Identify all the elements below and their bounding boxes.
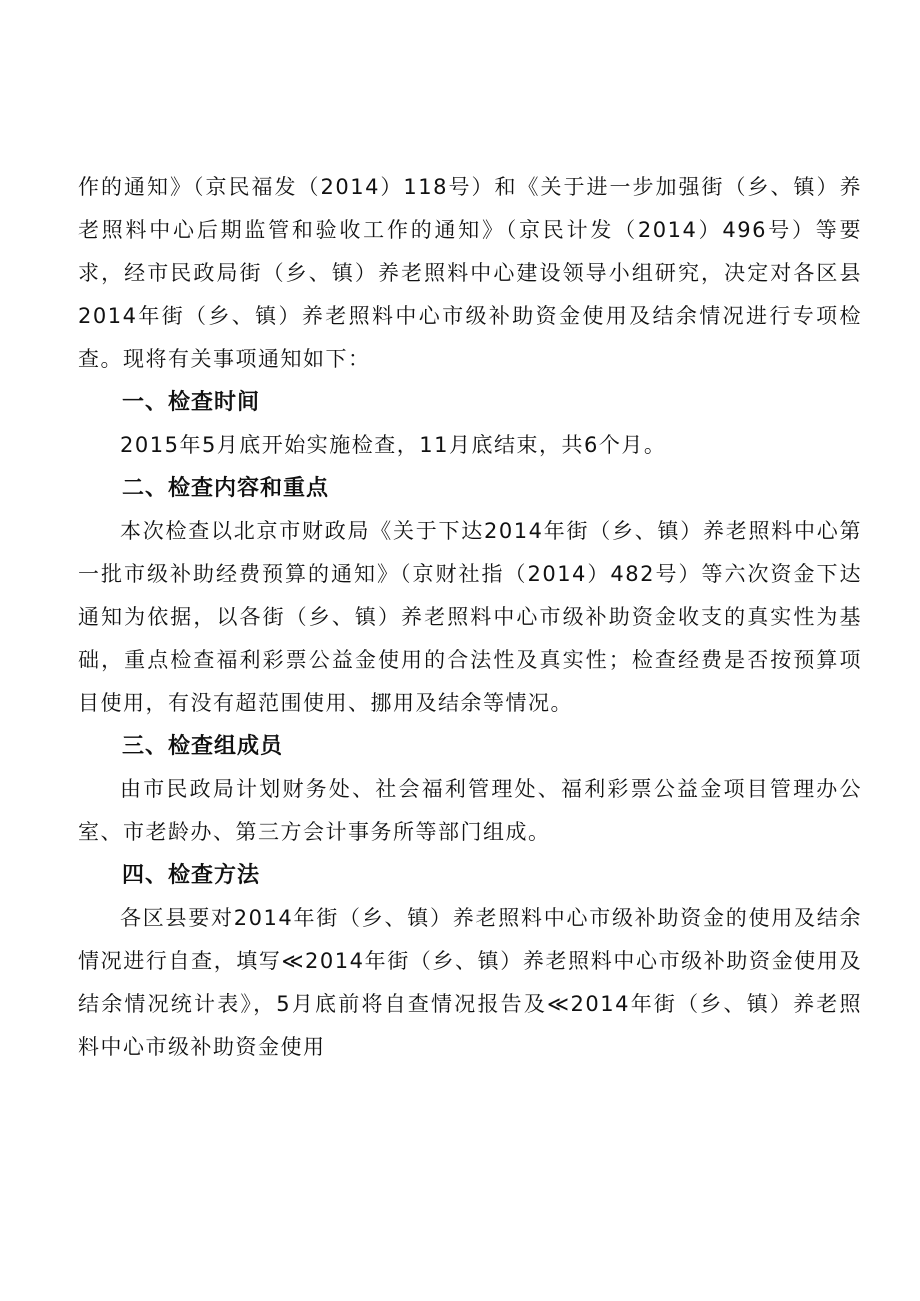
section-heading-time: 一、检查时间 (122, 390, 261, 415)
section-body-content: 本次检查以北京市财政局《关于下达2014年街（乡、镇）养老照料中心第一批市级补助经费预算的通知》（京财社指（2014）482号）等六次资金下达通知为依据，以各街（乡、镇）养老照料中心市级补助资金收支的真实性为基础，重点检查福利彩票公益金使用的合法性及真实性；检查经费是否按预算项目使用，有没有超范围使用、挪用及结余等情况。 (78, 519, 862, 715)
document-page (78, 166, 862, 1069)
intro-paragraph: 作的通知》（京民福发（2014）118号）和《关于进一步加强街（乡、镇）养老照料中心后期监管和验收工作的通知》（京民计发（2014）496号）等要求，经市民政局街（乡、镇）养老照料中心建设领导小组研究，决定对各区县2014年街（乡、镇）养老照料中心市级补助资金使用及结余情况进行专项检查。现将有关事项通知如下： (78, 175, 862, 371)
section-body-time: 2015年5月底开始实施检查，11月底结束，共6个月。 (120, 433, 667, 457)
section-heading-method: 四、检查方法 (122, 863, 261, 888)
section-heading-members: 三、检查组成员 (122, 734, 284, 759)
section-body-members: 由市民政局计划财务处、社会福利管理处、福利彩票公益金项目管理办公室、市老龄办、第三方会计事务所等部门组成。 (78, 777, 862, 844)
section-heading-content: 二、检查内容和重点 (122, 476, 330, 501)
section-body-method: 各区县要对2014年街（乡、镇）养老照料中心市级补助资金的使用及结余情况进行自查，填写≪2014年街（乡、镇）养老照料中心市级补助资金使用及结余情况统计表》，5月底前将自查情况报告及≪2014年街（乡、镇）养老照料中心市级补助资金使用 (78, 906, 862, 1059)
